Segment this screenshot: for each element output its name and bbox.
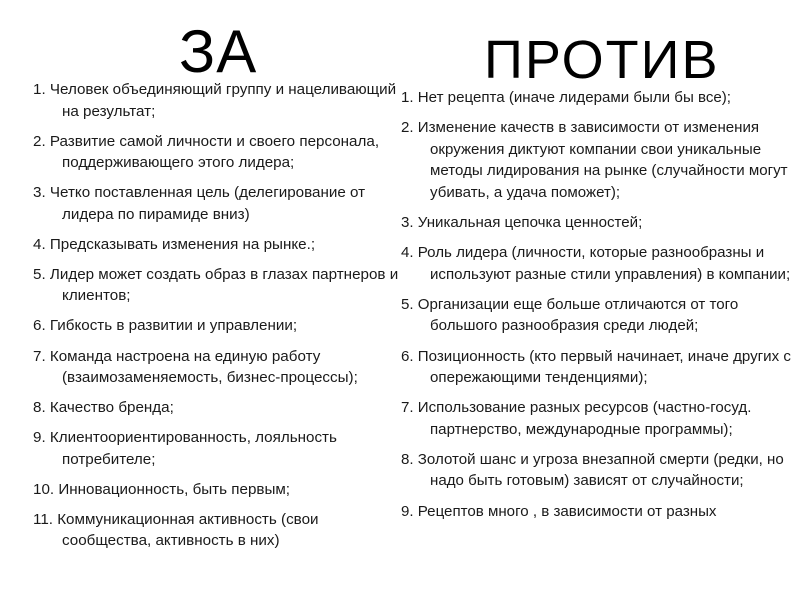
- for-argument-item: 11. Коммуникационная активность (свои сообщества, активность в них): [33, 510, 319, 550]
- for-argument-item: 9. Клиентоориентированность, лояльность потребителе;: [33, 429, 337, 468]
- against-argument-item: 6. Позиционность (кто первый начинает, иначе других с опережающими тенденциями);: [401, 347, 791, 386]
- for-argument-item: 10. Инновационность, быть первым;: [33, 480, 291, 498]
- for-argument-item: 8. Качество бренда;: [33, 399, 174, 417]
- against-argument-item: 2. Изменение качеств в зависимости от изменения окружения диктуют компании свои уникальные методы лидирования на рынке (случайности могут убивать, а удача поможет);: [401, 119, 788, 201]
- for-argument-item: 2. Развитие самой личности и своего персонала, поддерживающего этого лидера;: [33, 132, 380, 172]
- against-arguments-list: [401, 87, 793, 531]
- for-argument-item: 5. Лидер может создать образ в глазах партнеров и клиентов;: [33, 265, 399, 305]
- against-column-title: ПРОТИВ: [484, 30, 720, 90]
- against-argument-item: 4. Роль лидера (личности, которые разнообразны и используют разные стили управления) в компании;: [401, 244, 791, 283]
- against-argument-item: 1. Нет рецепта (иначе лидерами были бы все);: [401, 89, 732, 106]
- for-argument-item: 4. Предсказывать изменения на рынке.;: [33, 235, 316, 253]
- against-argument-item: 7. Использование разных ресурсов (частно-госуд. партнерство, международные программы);: [401, 399, 752, 438]
- for-argument-item: 6. Гибкость в развитии и управлении;: [33, 317, 298, 335]
- for-argument-item: 7. Команда настроена на единую работу (взаимозаменяемость, бизнес-процессы);: [33, 347, 358, 387]
- against-argument-item: 8. Золотой шанс и угроза внезапной смерти (редки, но надо быть готовым) зависят от случайности;: [401, 450, 784, 490]
- against-argument-item: 9. Рецептов много , в зависимости от разных: [401, 502, 717, 520]
- for-column-title: ЗА: [179, 18, 258, 85]
- against-argument-item: 5. Организации еще больше отличаются от того большого разнообразия среди людей;: [401, 295, 739, 335]
- for-argument-item: 1. Человек объединяющий группу и нацеливающий на результат;: [33, 81, 397, 120]
- for-argument-item: 3. Четко поставленная цель (делегирование от лидера по пирамиде вниз): [33, 184, 366, 223]
- against-argument-item: 3. Уникальная цепочка ценностей;: [401, 213, 643, 231]
- for-arguments-list: [33, 79, 400, 561]
